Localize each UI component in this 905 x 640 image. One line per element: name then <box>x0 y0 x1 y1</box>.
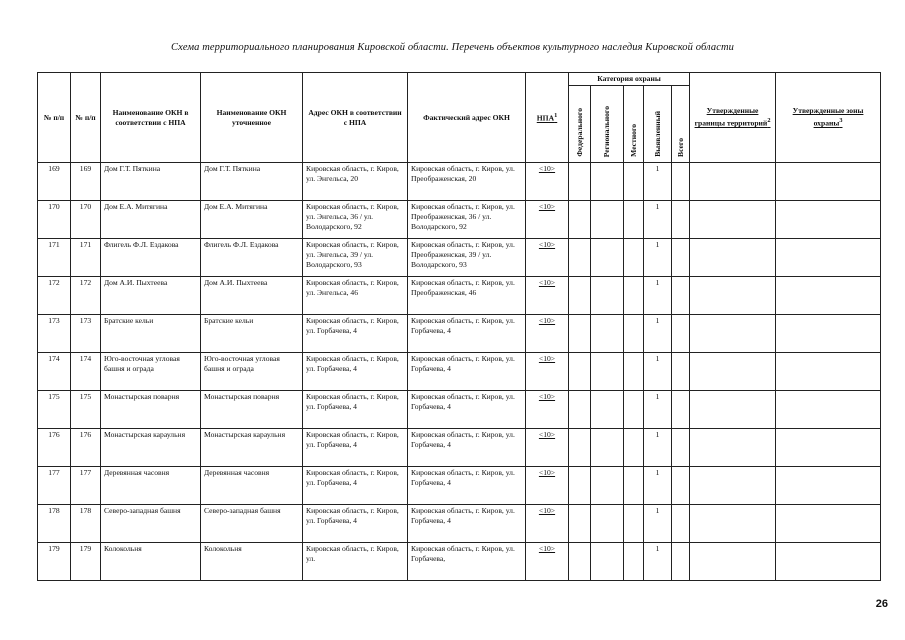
cell-identified: 1 <box>644 391 672 429</box>
cell-regional <box>591 543 624 581</box>
cell-address-actual: Кировская область, г. Киров, ул. Преображенская, 39 / ул. Володарского, 93 <box>408 239 526 277</box>
header-cat-federal <box>569 86 591 163</box>
cell-n1: 178 <box>38 505 71 543</box>
header-npa-label: НПА <box>536 113 555 123</box>
cell-total <box>672 277 690 315</box>
cell-zones <box>776 429 881 467</box>
cell-npa: <10> <box>526 429 569 467</box>
cell-regional <box>591 201 624 239</box>
cell-n1: 170 <box>38 201 71 239</box>
cell-zones <box>776 467 881 505</box>
cell-zones <box>776 543 881 581</box>
cell-address-actual: Кировская область, г. Киров, ул. Горбачева, 4 <box>408 315 526 353</box>
cell-local <box>624 353 644 391</box>
cell-federal <box>569 543 591 581</box>
cell-total <box>672 239 690 277</box>
cell-n2: 171 <box>71 239 101 277</box>
header-num1: № п/п <box>38 73 71 163</box>
header-npa <box>526 73 569 163</box>
cell-total <box>672 429 690 467</box>
cell-address-npa: Кировская область, г. Киров, ул. Энгельса, 46 <box>303 277 408 315</box>
header-name-refined: Наименование ОКН уточненное <box>201 73 303 163</box>
cell-n1: 177 <box>38 467 71 505</box>
cell-local <box>624 391 644 429</box>
table-row <box>38 163 881 201</box>
cell-local <box>624 429 644 467</box>
header-cat-local-label: Местного <box>628 124 638 157</box>
cell-federal <box>569 277 591 315</box>
cell-local <box>624 239 644 277</box>
cell-n1: 176 <box>38 429 71 467</box>
cell-name-refined: Монастырская караульня <box>201 429 303 467</box>
cell-address-actual: Кировская область, г. Киров, ул. Преображенская, 46 <box>408 277 526 315</box>
cell-total <box>672 391 690 429</box>
cell-zones <box>776 315 881 353</box>
cell-address-actual: Кировская область, г. Киров, ул. Преображенская, 36 / ул. Володарского, 92 <box>408 201 526 239</box>
cell-n2: 175 <box>71 391 101 429</box>
cell-identified: 1 <box>644 543 672 581</box>
cell-federal <box>569 505 591 543</box>
cell-borders <box>690 163 776 201</box>
cell-borders <box>690 467 776 505</box>
cell-npa: <10> <box>526 505 569 543</box>
cell-n1: 174 <box>38 353 71 391</box>
cell-n2: 172 <box>71 277 101 315</box>
cell-name-npa: Монастырская поварня <box>101 391 201 429</box>
header-address-actual: Фактический адрес ОКН <box>408 73 526 163</box>
cell-identified: 1 <box>644 163 672 201</box>
cell-total <box>672 543 690 581</box>
cell-local <box>624 505 644 543</box>
header-cat-local <box>624 86 644 163</box>
cell-federal <box>569 353 591 391</box>
cell-n1: 173 <box>38 315 71 353</box>
cell-zones <box>776 239 881 277</box>
cell-local <box>624 543 644 581</box>
cell-local <box>624 467 644 505</box>
cell-regional <box>591 505 624 543</box>
cell-federal <box>569 391 591 429</box>
cell-total <box>672 315 690 353</box>
cell-n1: 175 <box>38 391 71 429</box>
cell-identified: 1 <box>644 467 672 505</box>
cell-address-actual: Кировская область, г. Киров, ул. Горбачева, 4 <box>408 467 526 505</box>
cell-name-refined: Колокольня <box>201 543 303 581</box>
cell-npa: <10> <box>526 201 569 239</box>
cell-zones <box>776 277 881 315</box>
cell-name-refined: Монастырская поварня <box>201 391 303 429</box>
cell-n2: 179 <box>71 543 101 581</box>
cell-regional <box>591 353 624 391</box>
cell-name-npa: Деревянная часовня <box>101 467 201 505</box>
cell-npa: <10> <box>526 467 569 505</box>
cell-borders <box>690 391 776 429</box>
cell-address-actual: Кировская область, г. Киров, ул. Горбачева, 4 <box>408 391 526 429</box>
header-approved-zones-label: Утвержденные зоны охраны <box>792 106 864 128</box>
cell-federal <box>569 467 591 505</box>
cell-federal <box>569 239 591 277</box>
header-cat-regional <box>591 86 624 163</box>
table-row <box>38 315 881 353</box>
cell-name-npa: Северо-западная башня <box>101 505 201 543</box>
header-cat-total <box>672 86 690 163</box>
cell-zones <box>776 201 881 239</box>
cell-total <box>672 163 690 201</box>
cell-zones <box>776 353 881 391</box>
cell-name-refined: Дом А.И. Пыхтеева <box>201 277 303 315</box>
cell-local <box>624 163 644 201</box>
header-num2: № п/п <box>71 73 101 163</box>
table-row <box>38 429 881 467</box>
table-body <box>38 163 881 581</box>
cell-n2: 174 <box>71 353 101 391</box>
cell-borders <box>690 277 776 315</box>
page-number: 26 <box>875 598 888 610</box>
cell-zones <box>776 163 881 201</box>
cell-identified: 1 <box>644 277 672 315</box>
table-row <box>38 391 881 429</box>
table-row <box>38 467 881 505</box>
cell-address-npa: Кировская область, г. Киров, ул. Горбачева, 4 <box>303 315 408 353</box>
cell-n2: 170 <box>71 201 101 239</box>
cell-name-npa: Дом Е.А. Митягина <box>101 201 201 239</box>
cell-address-npa: Кировская область, г. Киров, ул. <box>303 543 408 581</box>
cell-name-refined: Флигель Ф.Л. Ездакова <box>201 239 303 277</box>
cell-identified: 1 <box>644 201 672 239</box>
cell-regional <box>591 391 624 429</box>
header-cat-identified <box>644 86 672 163</box>
cell-address-npa: Кировская область, г. Киров, ул. Энгельса, 39 / ул. Володарского, 93 <box>303 239 408 277</box>
cell-identified: 1 <box>644 505 672 543</box>
cell-federal <box>569 201 591 239</box>
cell-n2: 177 <box>71 467 101 505</box>
table-row <box>38 277 881 315</box>
header-approved-borders-label: Утвержденные границы территорий <box>694 106 768 128</box>
table-row <box>38 505 881 543</box>
cell-npa: <10> <box>526 163 569 201</box>
cell-borders <box>690 315 776 353</box>
table-row <box>38 543 881 581</box>
cell-borders <box>690 505 776 543</box>
cell-address-npa: Кировская область, г. Киров, ул. Энгельса, 36 / ул. Володарского, 92 <box>303 201 408 239</box>
cell-federal <box>569 429 591 467</box>
cell-n1: 179 <box>38 543 71 581</box>
cell-zones <box>776 391 881 429</box>
cell-name-npa: Флигель Ф.Л. Ездакова <box>101 239 201 277</box>
cell-total <box>672 353 690 391</box>
cell-n2: 176 <box>71 429 101 467</box>
header-approved-zones-footnote: 3 <box>839 117 843 125</box>
cell-name-npa: Дом А.И. Пыхтеева <box>101 277 201 315</box>
heritage-objects-table <box>37 72 881 581</box>
cell-name-npa: Монастырская караульня <box>101 429 201 467</box>
cell-regional <box>591 239 624 277</box>
cell-borders <box>690 239 776 277</box>
cell-total <box>672 201 690 239</box>
header-cat-identified-label: Выявленный <box>652 111 662 157</box>
cell-address-npa: Кировская область, г. Киров, ул. Горбачева, 4 <box>303 353 408 391</box>
cell-n1: 169 <box>38 163 71 201</box>
cell-address-actual: Кировская область, г. Киров, ул. Горбачева, 4 <box>408 505 526 543</box>
header-category-group: Категория охраны <box>569 73 690 86</box>
header-cat-total-label: Всего <box>675 138 685 157</box>
cell-borders <box>690 543 776 581</box>
cell-name-refined: Юго-восточная угловая башня и ограда <box>201 353 303 391</box>
cell-name-npa: Юго-восточная угловая башня и ограда <box>101 353 201 391</box>
cell-local <box>624 201 644 239</box>
cell-regional <box>591 277 624 315</box>
cell-n2: 173 <box>71 315 101 353</box>
header-cat-regional-label: Регионального <box>602 105 611 157</box>
cell-address-actual: Кировская область, г. Киров, ул. Горбачева, 4 <box>408 429 526 467</box>
cell-identified: 1 <box>644 315 672 353</box>
header-npa-footnote: 1 <box>554 112 558 120</box>
cell-regional <box>591 467 624 505</box>
cell-local <box>624 315 644 353</box>
cell-npa: <10> <box>526 277 569 315</box>
cell-identified: 1 <box>644 353 672 391</box>
cell-address-npa: Кировская область, г. Киров, ул. Горбачева, 4 <box>303 391 408 429</box>
cell-n1: 172 <box>38 277 71 315</box>
cell-address-npa: Кировская область, г. Киров, ул. Энгельса, 20 <box>303 163 408 201</box>
cell-npa: <10> <box>526 543 569 581</box>
cell-npa: <10> <box>526 315 569 353</box>
document-title: Схема территориального планирования Кировской области. Перечень объектов культурного наследия Кировской области <box>170 42 735 53</box>
cell-regional <box>591 163 624 201</box>
cell-name-refined: Северо-западная башня <box>201 505 303 543</box>
cell-regional <box>591 315 624 353</box>
table-row <box>38 239 881 277</box>
cell-federal <box>569 163 591 201</box>
cell-total <box>672 467 690 505</box>
header-approved-borders-footnote: 2 <box>767 117 771 125</box>
cell-address-npa: Кировская область, г. Киров, ул. Горбачева, 4 <box>303 429 408 467</box>
cell-address-npa: Кировская область, г. Киров, ул. Горбачева, 4 <box>303 505 408 543</box>
cell-identified: 1 <box>644 429 672 467</box>
cell-name-refined: Деревянная часовня <box>201 467 303 505</box>
header-name-npa: Наименование ОКН в соответствии с НПА <box>101 73 201 163</box>
cell-npa: <10> <box>526 353 569 391</box>
cell-federal <box>569 315 591 353</box>
cell-borders <box>690 429 776 467</box>
cell-address-npa: Кировская область, г. Киров, ул. Горбачева, 4 <box>303 467 408 505</box>
cell-address-actual: Кировская область, г. Киров, ул. Горбачева, <box>408 543 526 581</box>
header-address-npa: Адрес ОКН в соответствии с НПА <box>303 73 408 163</box>
cell-address-actual: Кировская область, г. Киров, ул. Преображенская, 20 <box>408 163 526 201</box>
cell-borders <box>690 353 776 391</box>
cell-total <box>672 505 690 543</box>
cell-n1: 171 <box>38 239 71 277</box>
cell-name-npa: Колокольня <box>101 543 201 581</box>
cell-npa: <10> <box>526 391 569 429</box>
cell-name-refined: Братские кельи <box>201 315 303 353</box>
cell-identified: 1 <box>644 239 672 277</box>
cell-name-refined: Дом Г.Т. Пяткина <box>201 163 303 201</box>
cell-regional <box>591 429 624 467</box>
cell-name-npa: Дом Г.Т. Пяткина <box>101 163 201 201</box>
cell-n2: 169 <box>71 163 101 201</box>
cell-name-npa: Братские кельи <box>101 315 201 353</box>
cell-local <box>624 277 644 315</box>
cell-npa: <10> <box>526 239 569 277</box>
header-approved-borders <box>690 73 776 163</box>
header-approved-zones <box>776 73 881 163</box>
table-row <box>38 201 881 239</box>
cell-n2: 178 <box>71 505 101 543</box>
table-row <box>38 353 881 391</box>
header-cat-federal-label: Федерального <box>574 108 584 157</box>
cell-name-refined: Дом Е.А. Митягина <box>201 201 303 239</box>
cell-borders <box>690 201 776 239</box>
cell-zones <box>776 505 881 543</box>
cell-address-actual: Кировская область, г. Киров, ул. Горбачева, 4 <box>408 353 526 391</box>
